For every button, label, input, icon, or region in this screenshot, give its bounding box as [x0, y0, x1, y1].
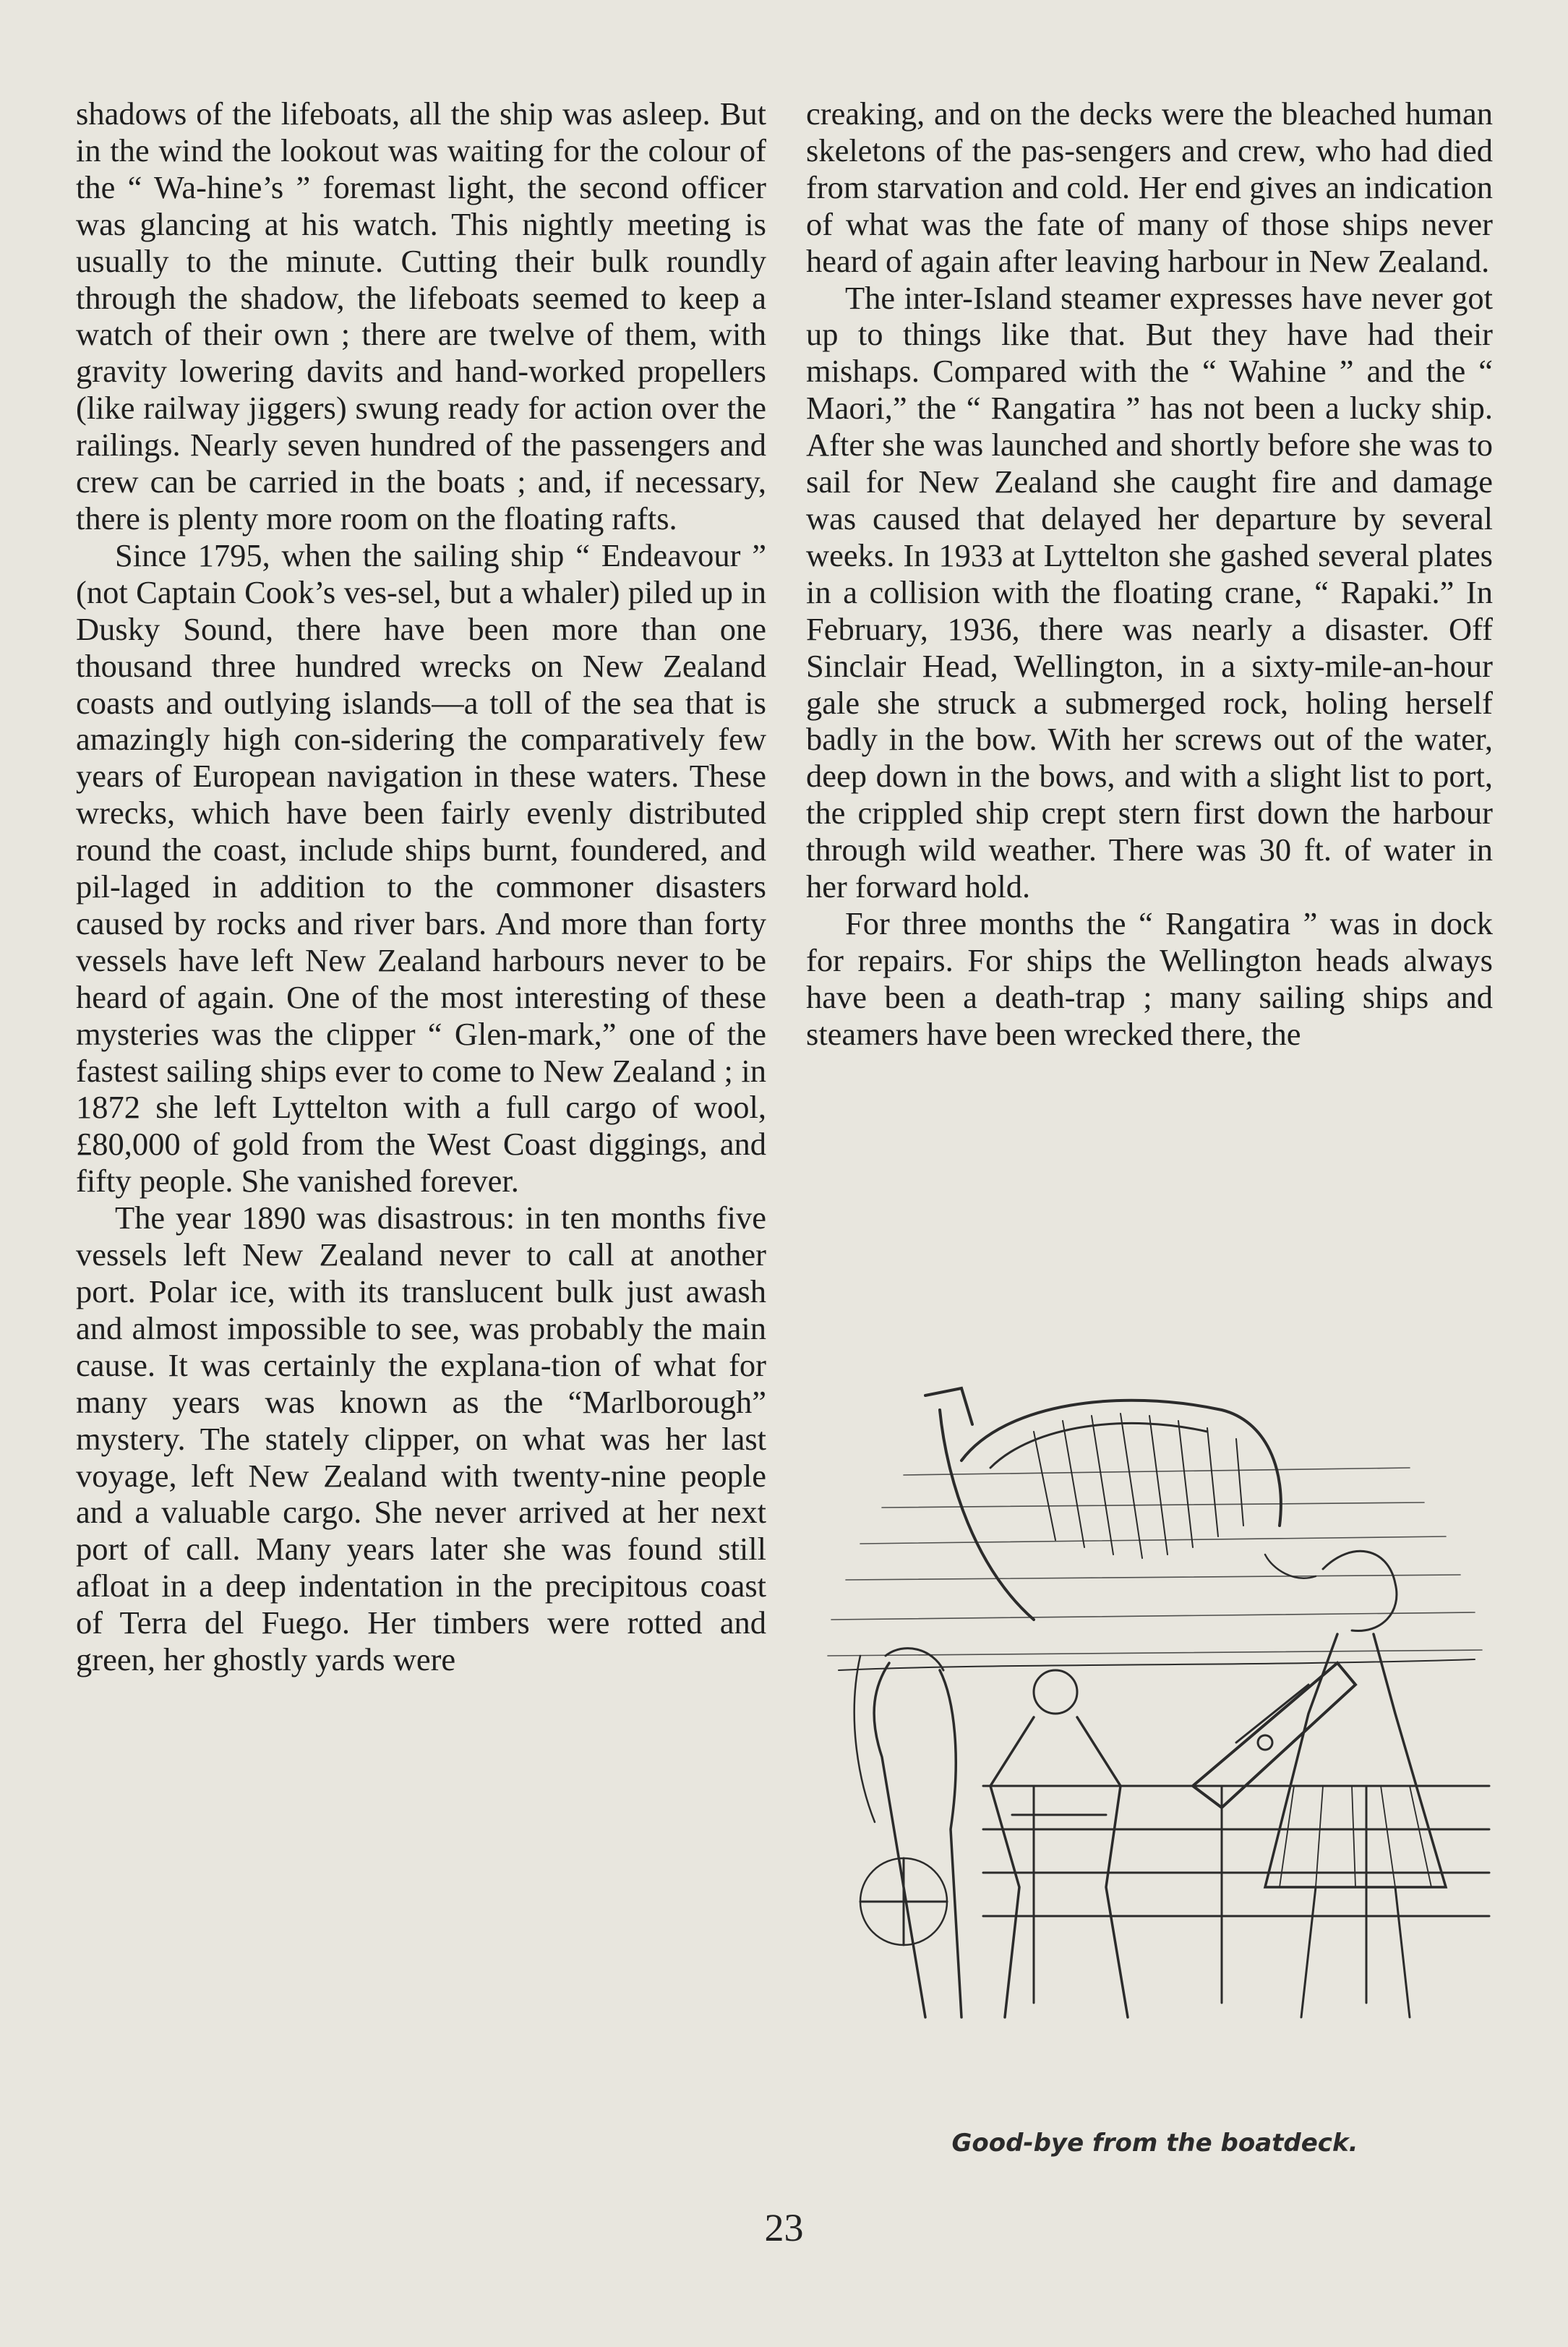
- right-column: [806, 95, 1493, 1053]
- paragraph: The year 1890 was disastrous: in ten months five vessels left New Zealand never to call at another port. Polar ice, with its translucent bulk just awash and almost impossible to see, was probably the main cause. It was certainly the explana-tion of what for many years was known as the “Marlborough” mystery. The stately clipper, on what was her last voyage, left New Zealand with twenty-nine people and a valuable cargo. She never arrived at her next port of call. Many years later she was found still afloat in a deep indentation in the precipitous coast of Terra del Fuego. Her timbers were rotted and green, her ghostly yards were: [76, 1200, 766, 1678]
- paragraph: For three months the “ Rangatira ” was in dock for repairs. For ships the Wellington heads always have been a death-trap ; many sailing ships and steamers have been wrecked there, the: [806, 905, 1493, 1052]
- paragraph: creaking, and on the decks were the bleached human skeletons of the pas-sengers and crew, who had died from starvation and cold. Her end gives an indication of what was the fate of many of those ships never heard of again after leaving harbour in New Zealand.: [806, 95, 1493, 279]
- paragraph: Since 1795, when the sailing ship “ Endeavour ” (not Captain Cook’s ves-sel, but a whaler) piled up in Dusky Sound, there have been more than one thousand three hundred wrecks on New Zealand coasts and outlying islands—a toll of the sea that is amazingly high con-sidering the comparatively few years of European navigation in these waters. These wrecks, which have been fairly evenly distributed round the coast, include ships burnt, foundered, and pil-laged in addition to the commoner disasters caused by rocks and river bars. And more than forty vessels have left New Zealand harbours never to be heard of again. One of the most interesting of these mysteries was the clipper “ Glen-mark,” one of the fastest sailing ships ever to come to New Zealand ; in 1872 she left Lyttelton with a full cargo of wool, £80,000 of gold from the West Coast diggings, and fifty people. She vanished forever.: [76, 536, 766, 1200]
- illustration-drawing: [817, 1381, 1493, 2053]
- figure-caption: Good-bye from the boatdeck.: [951, 2129, 1358, 2158]
- left-column: [76, 95, 766, 1678]
- page-number: 23: [764, 2206, 804, 2249]
- boatdeck-illustration: [817, 1381, 1493, 2111]
- paragraph: shadows of the lifeboats, all the ship was asleep. But in the wind the lookout was waiting for the colour of the “ Wa-hine’s ” foremast light, the second officer was glancing at his watch. This nightly meeting is usually to the minute. Cutting their bulk roundly through the shadow, the lifeboats seemed to keep a watch of their own ; there are twelve of them, with gravity lowering davits and hand-worked propellers (like railway jiggers) swung ready for action over the railings. Nearly seven hundred of the passengers and crew can be carried in the boats ; and, if necessary, there is plenty more room on the floating rafts.: [76, 95, 766, 536]
- paragraph: The inter-Island steamer expresses have never got up to things like that. But they have had their mishaps. Compared with the “ Wahine ” and the “ Maori,” the “ Rangatira ” has not been a lucky ship. After she was launched and shortly before she was to sail for New Zealand she caught fire and damage was caused that delayed her departure by several weeks. In 1933 at Lyttelton she gashed several plates in a collision with the floating crane, “ Rapaki.” In February, 1936, there was nearly a disaster. Off Sinclair Head, Wellington, in a sixty-mile-an-hour gale she struck a submerged rock, holing herself badly in the bow. With her screws out of the water, deep down in the bows, and with a slight list to port, the crippled ship crept stern first down the harbour through wild weather. There was 30 ft. of water in her forward hold.: [806, 279, 1493, 905]
